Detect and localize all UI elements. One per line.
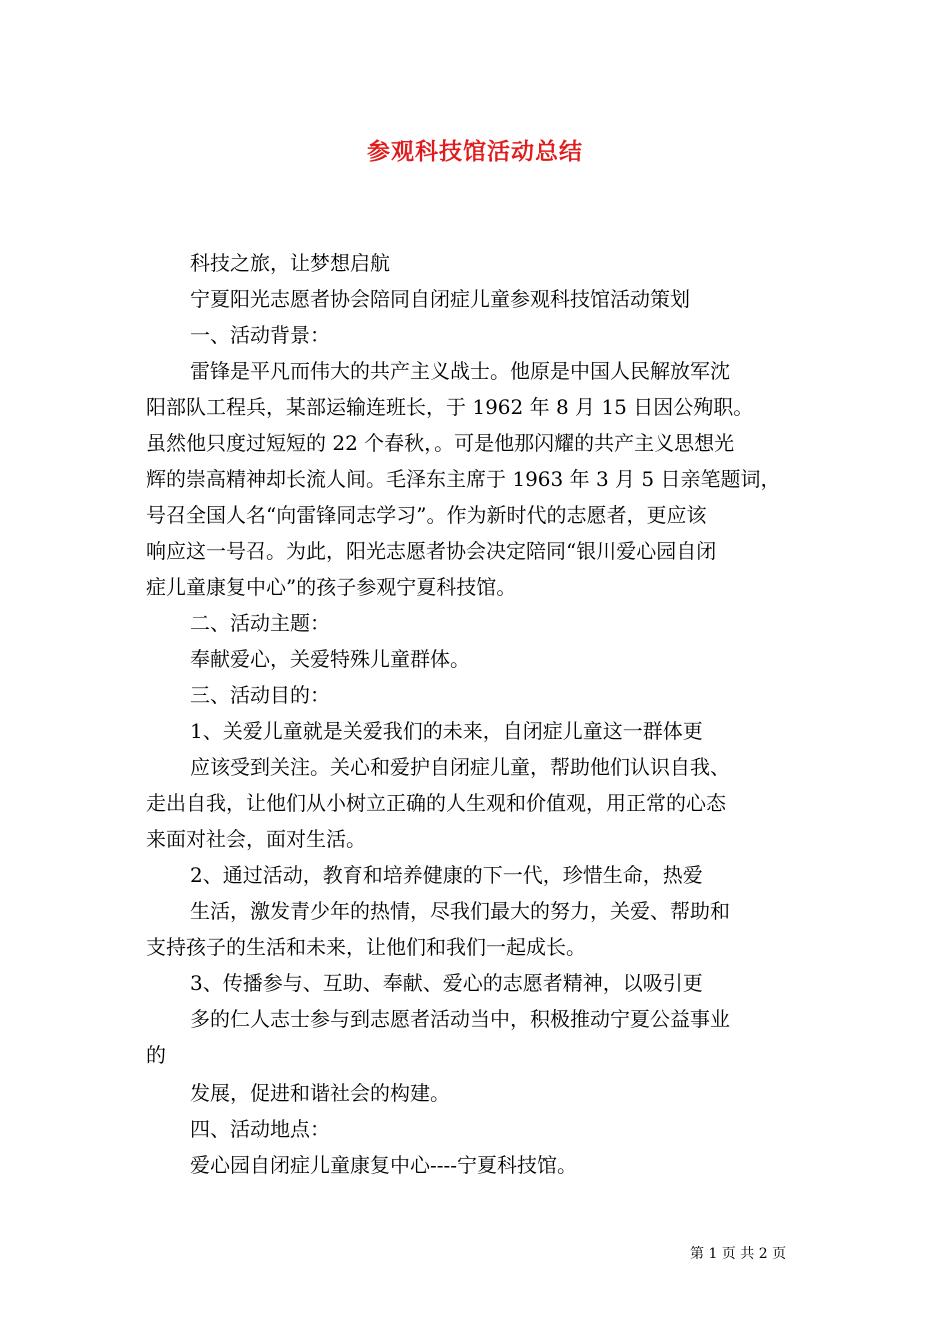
list-item-line: 来面对社会，面对生活。	[146, 827, 366, 851]
paragraph-line: 奉献爱心，关爱特殊儿童群体。	[190, 647, 470, 671]
paragraph-line: 症儿童康复中心”的孩子参观宁夏科技馆。	[146, 575, 517, 599]
subtitle-line: 科技之旅，让梦想启航	[190, 251, 390, 275]
list-item-line: 2、通过活动，教育和培养健康的下一代，珍惜生命，热爱	[190, 863, 703, 887]
paragraph-line: 号召全国人名“向雷锋同志学习”。作为新时代的志愿者，更应该	[146, 503, 707, 527]
paragraph-line: 响应这一号召。为此，阳光志愿者协会决定陪同“银川爱心园自闭	[146, 539, 717, 563]
paragraph-line: 辉的崇高精神却长流人间。毛泽东主席于 1963 年 3 月 5 日亲笔题词，	[146, 467, 781, 491]
page-number: 第 1 页 共 2 页	[690, 1246, 787, 1262]
list-item-line: 1、关爱儿童就是关爱我们的未来，自闭症儿童这一群体更	[190, 719, 703, 743]
paragraph-line: 雷锋是平凡而伟大的共产主义战士。他原是中国人民解放军沈	[190, 359, 730, 383]
section-heading: 一、活动背景：	[190, 323, 330, 347]
section-heading: 三、活动目的：	[190, 683, 330, 707]
document-title: 参观科技馆活动总结	[367, 138, 583, 165]
list-item-line: 应该受到关注。关心和爱护自闭症儿童，帮助他们认识自我、	[190, 755, 730, 779]
plan-title-line: 宁夏阳光志愿者协会陪同自闭症儿童参观科技馆活动策划	[190, 287, 690, 311]
paragraph-line: 虽然他只度过短短的 22 个春秋，。可是他那闪耀的共产主义思想光	[146, 431, 735, 455]
list-item-line: 发展，促进和谐社会的构建。	[190, 1081, 450, 1105]
paragraph-line: 阳部队工程兵，某部运输连班长，于 1962 年 8 月 15 日因公殉职。	[146, 395, 754, 419]
list-item-line: 支持孩子的生活和未来，让他们和我们一起成长。	[146, 935, 586, 959]
list-item-line: 的	[146, 1043, 166, 1067]
list-item-line: 生活，激发青少年的热情，尽我们最大的努力，关爱、帮助和	[190, 899, 730, 923]
paragraph-line: 爱心园自闭症儿童康复中心----宁夏科技馆。	[190, 1153, 578, 1177]
list-item-line: 走出自我，让他们从小树立正确的人生观和价值观，用正常的心态	[146, 791, 726, 815]
section-heading: 二、活动主题：	[190, 611, 330, 635]
list-item-line: 3、传播参与、互助、奉献、爱心的志愿者精神，以吸引更	[190, 971, 703, 995]
list-item-line: 多的仁人志士参与到志愿者活动当中，积极推动宁夏公益事业	[190, 1007, 730, 1031]
section-heading: 四、活动地点：	[190, 1117, 330, 1141]
